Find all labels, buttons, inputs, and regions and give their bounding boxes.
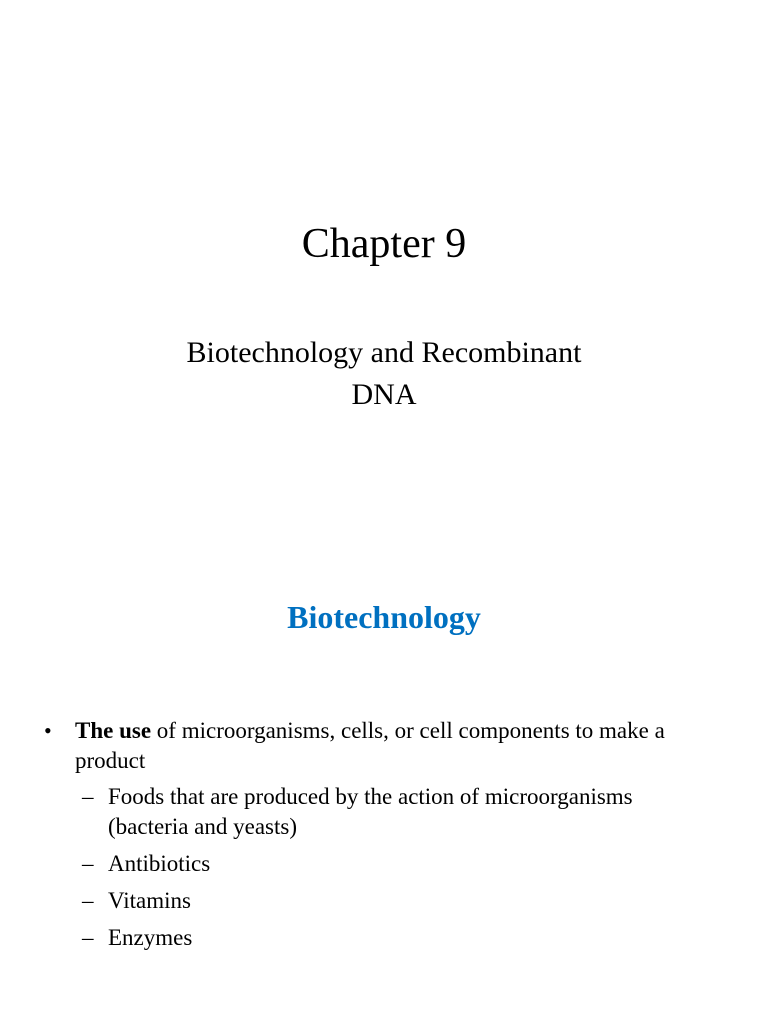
dash-marker: – [82, 925, 94, 950]
sub-item [74, 923, 728, 953]
subtitle-line-2: DNA [351, 378, 417, 411]
sub-item-text: Enzymes [108, 925, 193, 950]
section-heading: Biotechnology [287, 599, 481, 635]
slide-subtitle [0, 332, 768, 416]
slide-title: Chapter 9 [301, 221, 467, 267]
bullet-item [0, 716, 768, 953]
sub-item [74, 782, 728, 842]
bullet-body: of microorganisms, cells, or cell components to make a product [75, 718, 665, 773]
bullet-bold-lead: The use [75, 718, 152, 743]
sub-item-text: Foods that are produced by the action of microorganisms (bacteria and yeasts) [108, 784, 633, 839]
bullet-text [75, 718, 665, 773]
bullet-list [0, 716, 768, 960]
sub-list [75, 782, 728, 953]
subtitle-line-1: Biotechnology and Recombinant [186, 336, 582, 369]
dash-marker: – [82, 784, 94, 809]
sub-item-text: Antibiotics [108, 851, 211, 876]
dash-marker: – [82, 851, 94, 876]
sub-item-text: Vitamins [108, 888, 191, 913]
sub-item [74, 886, 728, 916]
sub-item [74, 849, 728, 879]
dash-marker: – [82, 888, 94, 913]
bullet-marker: • [44, 718, 52, 743]
